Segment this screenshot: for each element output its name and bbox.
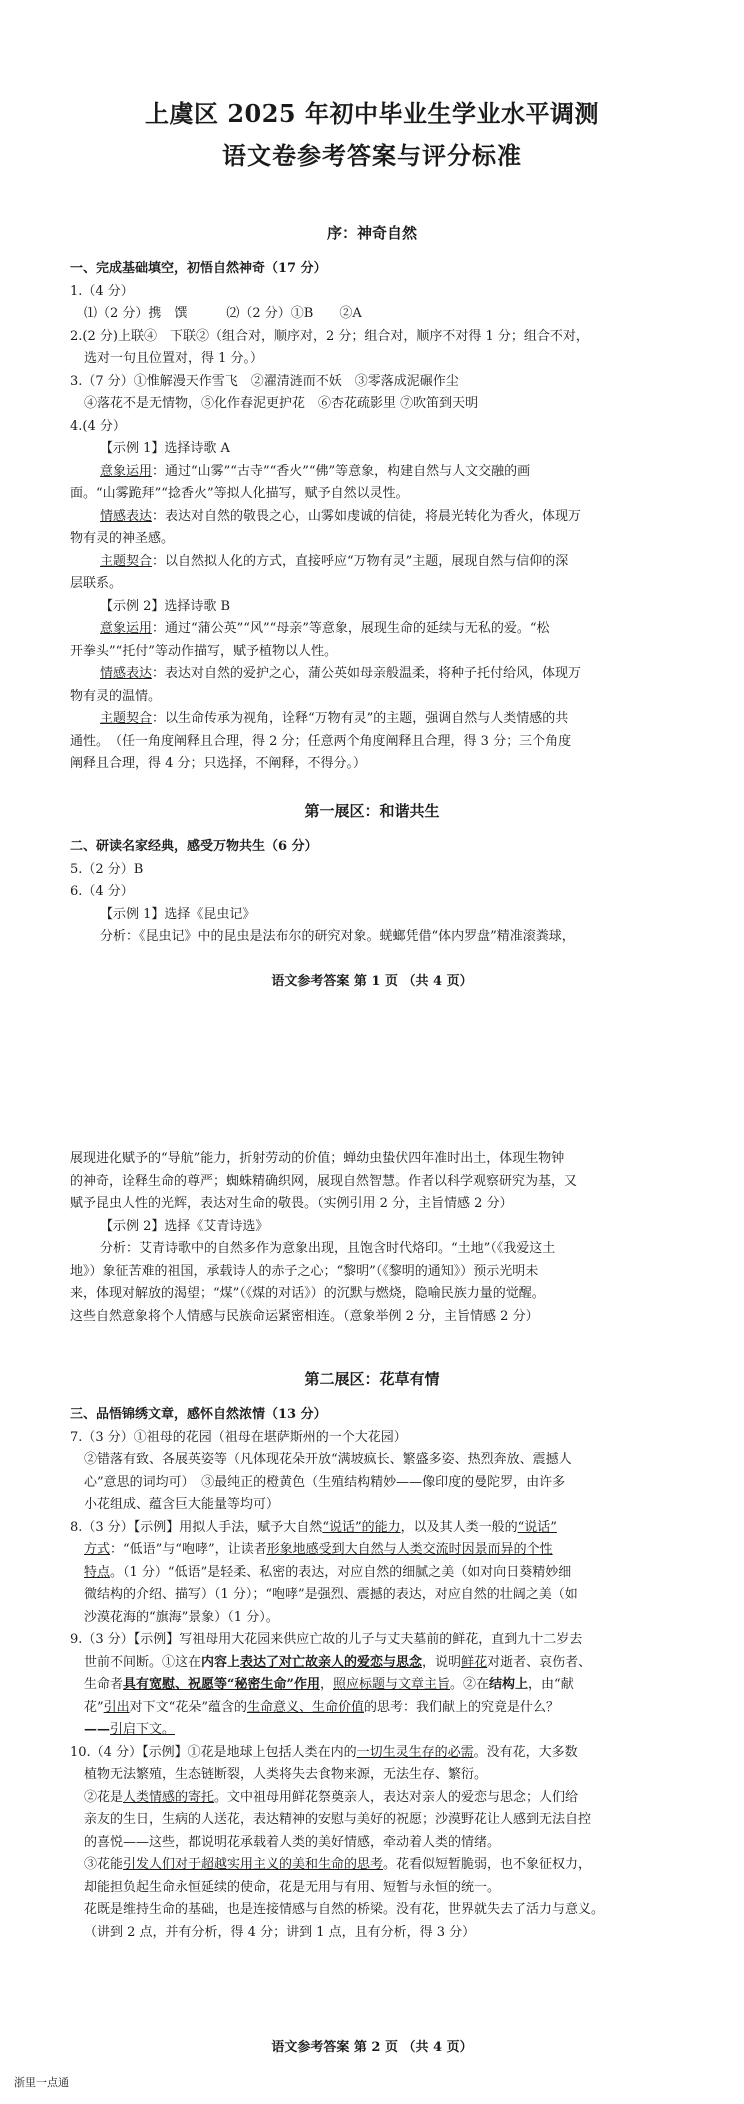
q10-cont1: 植物无法繁殖，生态链断裂，人类将失去食物来源，无法生存、繁衍。 xyxy=(84,1767,488,1782)
page2-footer: 语文参考答案 第 2 页 （共 4 页） xyxy=(271,2040,473,2055)
q6-ex2-label: 【示例 2】选择《艾青诗选》 xyxy=(100,1218,269,1234)
q10-cont4: 的喜悦——这些，都说明花承载着人类的美好情感，牵动着人类的情绪。 xyxy=(84,1834,501,1850)
q10-line: 10.（4 分）【示例】①花是地球上包括人类在内的一切生灵生存的必需。没有花，大多数 xyxy=(70,1744,578,1760)
q6-analysis2-cont2: 来，体现对解放的渴望；“煤”（《煤的对话》）的沉默与燃烧，隐喻民族力量的觉醒。 xyxy=(70,1286,545,1301)
q8-cont2: 特点。（1 分）“低语”是轻柔、私密的表达，对应自然的细腻之美（如对向日葵精妙细 xyxy=(84,1564,572,1580)
q9-cont2: 生命者具有宽慰、祝愿等“秘密生命”作用，照应标题与文章主旨。②在结构上，由“献 xyxy=(84,1677,574,1692)
q9-line: 9.（3 分）【示例】写祖母用大花园来供应亡故的儿子与丈夫墓前的鲜花，直到九十二岁去 xyxy=(70,1632,583,1647)
ex1-theme-cont: 层联系。 xyxy=(70,576,123,591)
q6-ex1-label: 【示例 1】选择《昆虫记》 xyxy=(100,906,256,922)
watermark-text: 浙里一点通 xyxy=(14,2076,69,2089)
q8-line: 8.（3 分）【示例】用拟人手法，赋予大自然“说话”的能力，以及其人类一般的“说话” xyxy=(70,1519,557,1535)
ex2-theme-cont2: 阐释且合理，得 4 分；只选择，不阐释，不得分。） xyxy=(70,756,367,771)
q10-cont3: 亲友的生日，生病的人送花，表达精神的安慰与美好的祝愿；沙漠野花让人感到无法自控 xyxy=(84,1812,592,1827)
zone2-heading: 第二展区：花草有情 xyxy=(304,1370,440,1388)
q10-cont2: ②花是人类情感的寄托。文中祖母用鲜花祭奠亲人，表达对亲人的爱恋与思念；人们给 xyxy=(84,1789,579,1805)
q9-cont3: 花”引出对下文“花朵”蕴含的生命意义、生命价值的思考：我们献上的究竟是什么？ xyxy=(84,1699,559,1715)
q6-analysis1-cont2: 的神奇，诠释生命的尊严；蜘蛛精确织网，展现自然智慧。作者以科学观察研究为基，又 xyxy=(70,1173,578,1189)
doc-title-line2: 语文卷参考答案与评分标准 xyxy=(222,141,522,170)
preface-heading: 序：神奇自然 xyxy=(326,224,417,242)
q3-line: 3.（7 分）①惟解漫天作雪飞 ②濯清涟而不妖 ③零落成泥碾作尘 xyxy=(70,373,459,389)
page1-footer: 语文参考答案 第 1 页 （共 4 页） xyxy=(271,974,473,989)
q1-line: 1.（4 分） xyxy=(70,283,134,299)
q9-cont4: ——引启下文。 xyxy=(84,1722,176,1737)
q10-cont7: 花既是维持生命的基础，也是连接情感与自然的桥梁。没有花，世界就失去了活力与意义。 xyxy=(84,1902,605,1917)
ex2-imagery: 意象运用：通过“蒲公英”“风”“母亲”等意象，展现生命的延续与无私的爱。“松 xyxy=(100,621,550,636)
q7-cont1: ②错落有致、各展英姿等（凡体现花朵开放“满坡疯长、繁盛多姿、热烈奔放、震撼人 xyxy=(84,1452,572,1467)
ex2-theme: 主题契合：以生命传承为视角，诠释“万物有灵”的主题，强调自然与人类情感的共 xyxy=(100,711,569,726)
q10-cont6: 却能担负起生命永恒延续的使命，花是无用与有用、短暂与永恒的统一。 xyxy=(84,1879,501,1895)
zone2-section xyxy=(70,1404,680,1944)
q10-scoring: （讲到 2 点，并有分析，得 4 分；讲到 1 点，且有分析，得 3 分） xyxy=(84,1924,476,1940)
ex2-emotion: 情感表达：表达对自然的爱护之心，蒲公英如母亲般温柔，将种子托付给风，体现万 xyxy=(100,666,582,681)
ex1-emotion: 情感表达：表达对自然的敬畏之心，山雾如虔诚的信徒，将晨光转化为香火，体现万 xyxy=(100,508,582,524)
part2-heading: 二、研读名家经典，感受万物共生（6 分） xyxy=(70,839,318,854)
ex2-imagery-cont: 开拳头”“托付”等动作描写，赋予植物以人性。 xyxy=(70,643,337,659)
q1-answer: ⑴（2 分）携 馔 ⑵（2 分）①B ②A xyxy=(84,306,362,321)
q2-line: 2.(2 分)上联④ 下联②（组合对，顺序对，2 分；组合对，顺序不对得 1 分；组合不对， xyxy=(70,328,589,344)
q6-analysis1-cont1: 展现进化赋予的“导航”能力，折射劳动的价值；蝉幼虫蛰伏四年准时出土，体现生物钟 xyxy=(70,1151,565,1166)
ex2-theme-cont: 通性。 （任一角度阐释且合理，得 2 分；任意两个角度阐释且合理，得 3 分；三个角度 xyxy=(70,733,572,749)
preface-section xyxy=(70,258,680,776)
q6-analysis1: 分析：《昆虫记》中的昆虫是法布尔的研究对象。蜣螂凭借“体内罗盘”精准滚粪球， xyxy=(100,929,575,944)
q6-line: 6.（4 分） xyxy=(70,884,134,899)
part3-heading: 三、品悟锦绣文章，感怀自然浓情（13 分） xyxy=(70,1407,327,1422)
ex1-theme: 主题契合：以自然拟人化的方式，直接呼应“万物有灵”主题，展现自然与信仰的深 xyxy=(100,553,569,569)
q10-cont5: ③花能引发人们对于超越实用主义的美和生命的思考。花看似短暂脆弱，也不象征权力， xyxy=(84,1857,592,1872)
q2-cont: 选对一句且位置对，得 1 分。） xyxy=(84,351,264,366)
q5-line: 5.（2 分）B xyxy=(70,861,144,877)
zone1-continued xyxy=(70,1148,680,1328)
q6-analysis1-cont3: 赋予昆虫人性的光辉，表达对生命的敬畏。（实例引用 2 分，主旨情感 2 分） xyxy=(70,1196,513,1211)
q8-cont1: 方式：“低语”与“咆哮”，让读者形象地感受到大自然与人类交流时因景而异的个性 xyxy=(84,1542,553,1557)
ex1-imagery-cont: 面。“山雾跪拜”“捻香火”等拟人化描写，赋予自然以灵性。 xyxy=(70,486,409,501)
ex1-emotion-cont: 物有灵的神圣感。 xyxy=(70,531,175,546)
ex2-label: 【示例 2】选择诗歌 B xyxy=(100,598,231,614)
q8-cont3: 微结构的介绍、描写）（1 分）；“咆哮”是强烈、震撼的表达，对应自然的壮阔之美（如 xyxy=(84,1587,578,1602)
zone1-section xyxy=(70,836,680,949)
ex1-imagery: 意象运用：通过“山雾”“古寺”“香火”“佛”等意象，构建自然与人文交融的画 xyxy=(100,463,531,479)
q7-line: 7.（3 分）①祖母的花园（祖母在堪萨斯州的一个大花园） xyxy=(70,1429,407,1445)
q4-line: 4.(4 分） xyxy=(70,418,126,434)
ex1-label: 【示例 1】选择诗歌 A xyxy=(100,441,230,456)
q7-cont2: 心”意思的词均可） ③最纯正的橙黄色（生殖结构精妙——像印度的曼陀罗，由许多 xyxy=(84,1474,566,1490)
q6-analysis2: 分析：艾青诗歌中的自然多作为意象出现，且饱含时代烙印。“土地”（《我爱这土 xyxy=(100,1241,556,1256)
part1-heading: 一、完成基础填空，初悟自然神奇（17 分） xyxy=(70,261,327,276)
ex2-emotion-cont: 物有灵的温情。 xyxy=(70,688,162,704)
zone1-heading: 第一展区：和谐共生 xyxy=(304,802,440,820)
doc-title-line1: 上虞区 2025 年初中毕业生学业水平调测 xyxy=(144,99,599,128)
q6-analysis2-cont1: 地》）象征苦难的祖国，承载诗人的赤子之心；“黎明”（《黎明的通知》）预示光明未 xyxy=(70,1263,539,1279)
q6-analysis2-cont3: 这些自然意象将个人情感与民族命运紧密相连。（意象举例 2 分，主旨情感 2 分） xyxy=(70,1308,539,1324)
q8-cont4: 沙漠花海的“旗海”景象）（1 分）。 xyxy=(84,1609,279,1625)
q7-cont3: 小花组成、蕴含巨大能量等均可） xyxy=(84,1497,280,1512)
q9-cont1: 世前不间断。①这在内容上表达了对亡故亲人的爱恋与思念，说明鲜花对逝者、哀伤者、 xyxy=(84,1654,592,1670)
q3-cont: ④落花不是无情物，⑤化作春泥更护花 ⑥杏花疏影里 ⑦吹笛到天明 xyxy=(84,396,479,411)
